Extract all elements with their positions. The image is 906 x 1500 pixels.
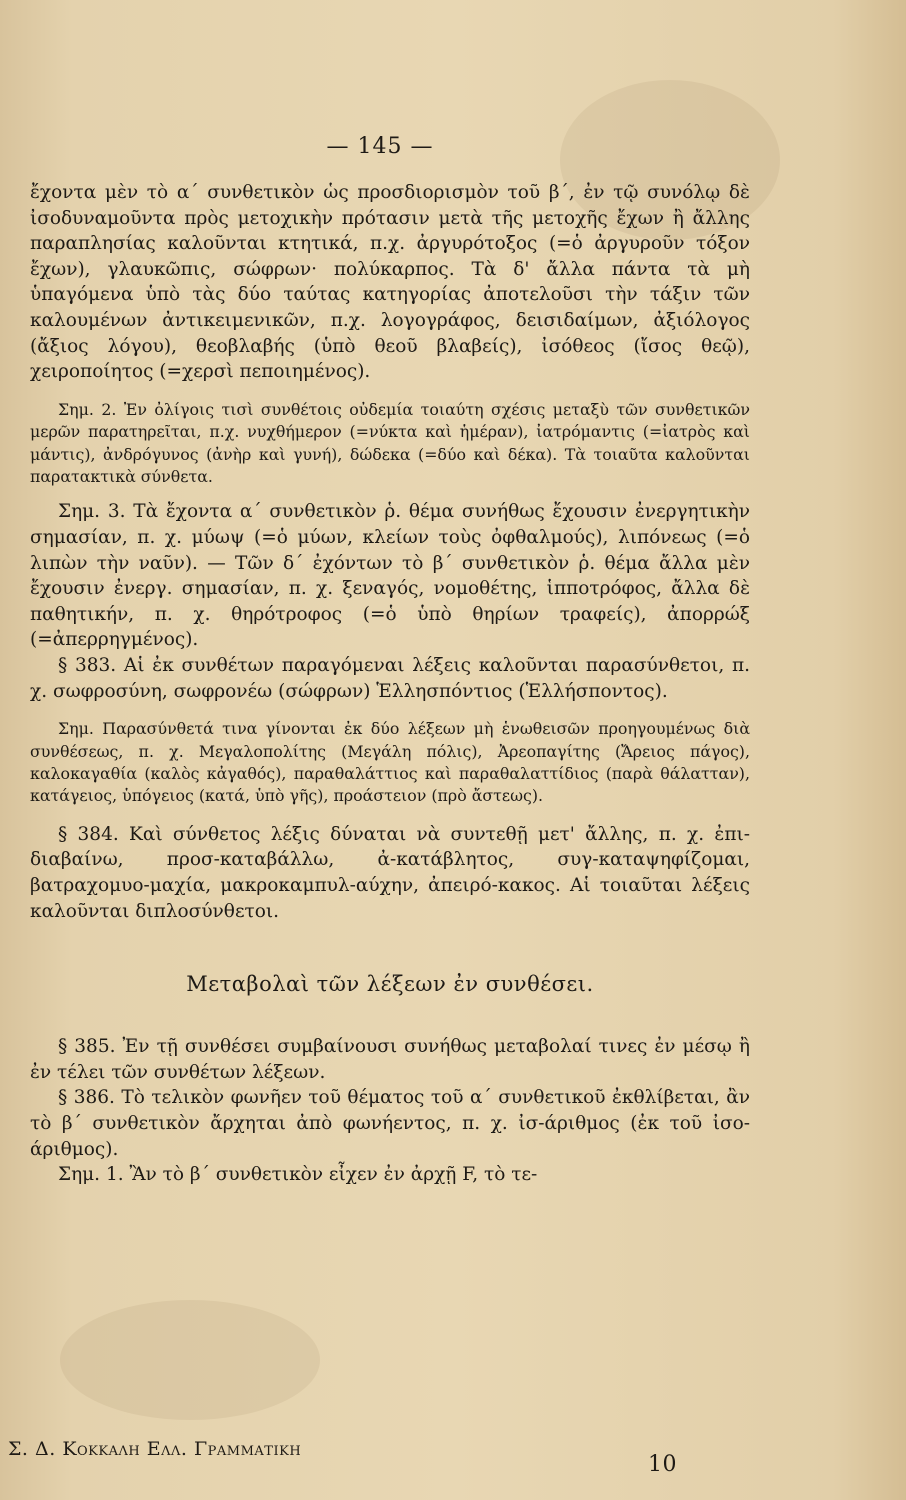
note-paragraph: Σημ. 2. Ἐν ὀλίγοις τισὶ συνθέτοις οὐδεμία τοιαύτη σχέσις μεταξὺ τῶν συνθετικῶν μερῶν παρατηρεῖται, π.χ. νυχθήμερον (=νύκτα καὶ ἡμέραν), ἰατρόμαντις (=ἰατρὸς καὶ μάντις), ἀνδρόγυνος (ἀνὴρ καὶ γυνή), δώδεκα (=δύο καὶ δέκα). Τὰ τοιαῦτα καλοῦνται παρατακτικὰ σύνθετα. xyxy=(30,399,750,486)
signature-mark: 10 xyxy=(648,1452,677,1477)
section-paragraph: § 383. Αἱ ἐκ συνθέτων παραγόμεναι λέξεις καλοῦνται παρασύνθετοι, π. χ. σωφροσύνη, σωφρονέω (σώφρων) Ἑλλησπόντιος (Ἑλλήσποντος). xyxy=(30,654,750,702)
note-paragraph: Σημ. 1. Ἂν τὸ β΄ συνθετικὸν εἶχεν ἐν ἀρχῇ F, τὸ τε- xyxy=(58,1164,538,1186)
page-number: — 145 — xyxy=(326,134,434,159)
section-paragraph: § 385. Ἐν τῇ συνθέσει συμβαίνουσι συνήθως μεταβολαί τινες ἐν μέσῳ ἢ ἐν τέλει τῶν συνθέτων λέξεων. xyxy=(30,1036,750,1083)
paper-stain xyxy=(60,1300,320,1420)
note-paragraph: Σημ. Παρασύνθετά τινα γίνονται ἐκ δύο λέξεων μὴ ἑνωθεισῶν προηγουμένως διὰ συνθέσεως, π. χ. Μεγαλοπολίτης (Μεγάλη πόλις), Ἀρεοπαγίτης (Ἄρειος πάγος), καλοκαγαθία (καλὸς κἀγαθός), παραθαλάττιος καὶ παραθαλαττίδιος (παρὰ θάλατταν), κατάγειος, ὑπόγειος (κατά, ὑπὸ γῆς), προάστειον (πρὸ ἄστεως). xyxy=(30,719,750,806)
note-paragraph: Σημ. 3. Τὰ ἔχοντα α΄ συνθετικὸν ῥ. θέμα συνήθως ἔχουσιν ἐνεργητικὴν σημασίαν, π. χ. μύωψ (=ὁ μύων, κλείων τοὺς ὀφθαλμούς), λιπόνεως (=ὁ λιπὼν τὴν ναῦν). — Τῶν δ΄ ἐχόντων τὸ β΄ συνθετικὸν ῥ. θέμα ἄλλα μὲν ἔχουσιν ἐνεργ. σημασίαν, π. χ. ξεναγός, νομοθέτης, ἱπποτρόφος, ἄλλα δὲ παθητικήν, π. χ. θηρότροφος (=ὁ ὑπὸ θηρίων τραφείς), ἀπορρώξ (=ἀπερρηγμένος). xyxy=(30,501,750,651)
section-heading: Μεταβολαὶ τῶν λέξεων ἐν συνθέσει. xyxy=(186,972,594,997)
page-footer xyxy=(8,1432,748,1477)
paragraph: ἔχοντα μὲν τὸ α΄ συνθετικὸν ὡς προσδιορισμὸν τοῦ β΄, ἐν τῷ συνόλῳ δὲ ἰσοδυναμοῦντα πρὸς μετοχικὴν πρότασιν μετὰ τῆς μετοχῆς ἔχων ἢ ἄλλης παραπλησίας καλοῦνται κτητικά, π.χ. ἀργυρότοξος (=ὁ ἀργυροῦν τόξον ἔχων), γλαυκῶπις, σώφρων· πολύκαρπος. Τὰ δ' ἄλλα πάντα τὰ μὴ ὑπαγόμενα ὑπὸ τὰς δύο ταύτας κατηγορίας ἀποτελοῦσι τὴν τάξιν τῶν καλουμένων ἀντικειμενικῶν, π.χ. λογογράφος, δεισιδαίμων, ἀξιόλογος (ἄξιος λόγου), θεοβλαβής (ὑπὸ θεοῦ βλαβείς), ἰσόθεος (ἴσος θεῷ), χειροποίητος (=χερσὶ πεποιημένος). xyxy=(30,182,750,383)
page-text xyxy=(30,180,750,1188)
section-paragraph: § 386. Τὸ τελικὸν φωνῆεν τοῦ θέματος τοῦ α΄ συνθετικοῦ ἐκθλίβεται, ἂν τὸ β΄ συνθετικὸν ἄρχηται ἀπὸ φωνήεντος, π. χ. ἰσ-άριθμος (ἐκ τοῦ ἰσο-άριθμος). xyxy=(30,1087,750,1160)
book-title: Σ. Δ. Κοκκαλη Ελλ. Γραμματικη xyxy=(8,1438,302,1460)
section-paragraph: § 384. Καὶ σύνθετος λέξις δύναται νὰ συντεθῇ μετ' ἄλλης, π. χ. ἐπι-διαβαίνω, προσ-καταβάλλω, ἀ-κατάβλητος, συγ-καταψηφίζομαι, βατραχομυο-μαχία, μακροκαμπυλ-αύχην, ἀπειρό-κακος. Αἱ τοιαῦται λέξεις καλοῦνται διπλοσύνθετοι. xyxy=(30,823,750,922)
